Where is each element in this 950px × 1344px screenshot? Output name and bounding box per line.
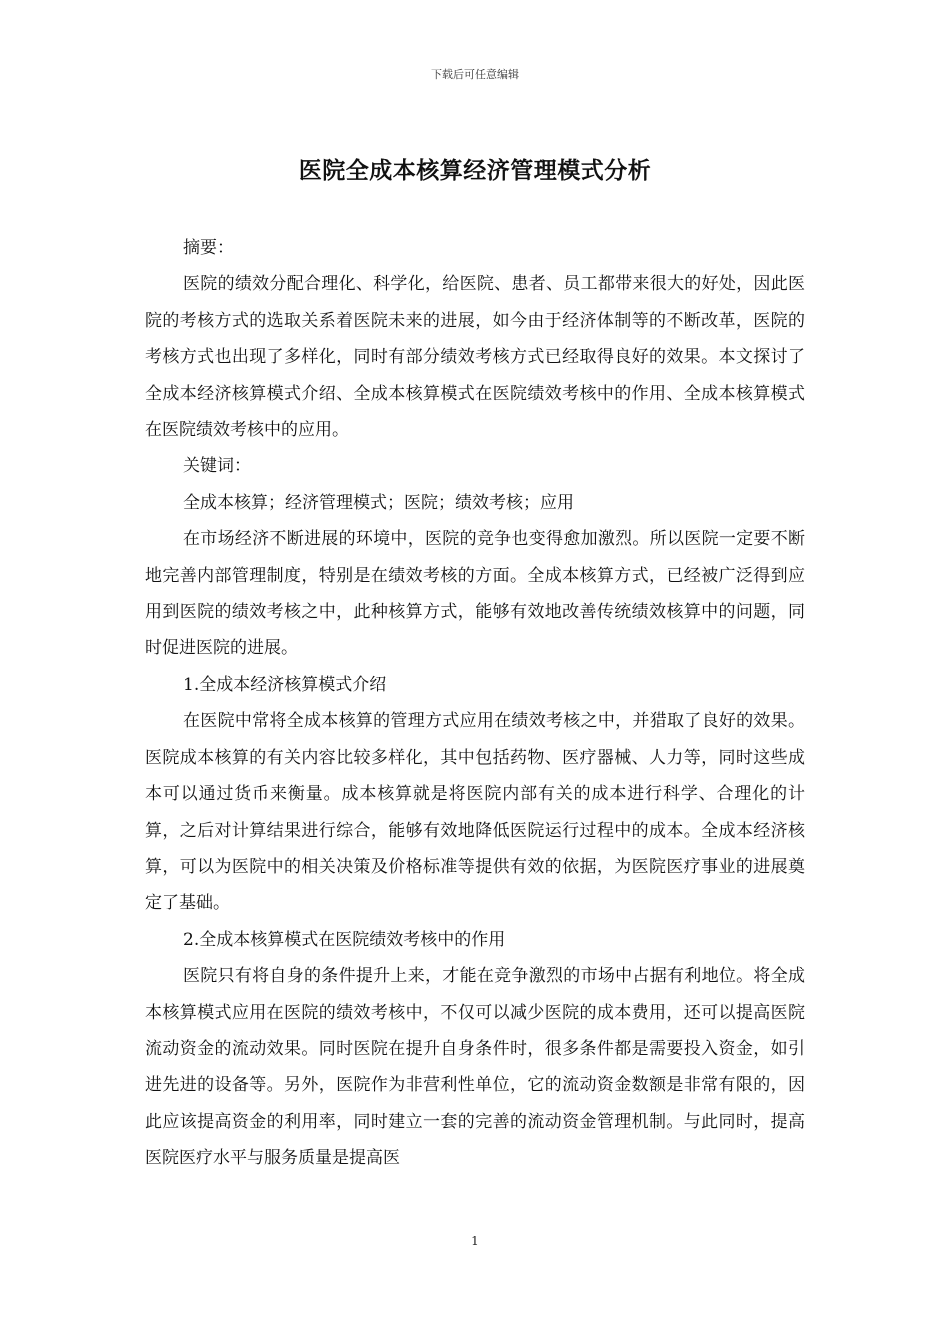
intro-paragraph: 在市场经济不断进展的环境中，医院的竞争也变得愈加激烈。所以医院一定要不断地完善内部管理制度，特别是在绩效考核的方面。全成本核算方式，已经被广泛得到应用到医院的绩效考核之中，此种核算方式，能够有效地改善传统绩效核算中的问题，同时促进医院的进展。 xyxy=(145,529,805,659)
header-note: 下载后可任意编辑 xyxy=(431,68,519,81)
document-body xyxy=(145,230,805,1177)
abstract-label: 摘要： xyxy=(183,238,234,258)
keywords-label: 关键词： xyxy=(183,456,251,477)
section-1-heading: 1.全成本经济核算模式介绍 xyxy=(183,674,387,695)
section-2-heading: 2.全成本核算模式在医院绩效考核中的作用 xyxy=(183,929,506,950)
page-number: 1 xyxy=(471,1234,479,1248)
keywords-paragraph: 全成本核算；经济管理模式；医院；绩效考核；应用 xyxy=(183,492,574,513)
document-title: 医院全成本核算经济管理模式分析 xyxy=(298,158,652,184)
abstract-paragraph: 医院的绩效分配合理化、科学化，给医院、患者、员工都带来很大的好处，因此医院的考核方式的选取关系着医院未来的进展，如今由于经济体制等的不断改革，医院的考核方式也出现了多样化，同时有部分绩效考核方式已经取得良好的效果。本文探讨了全成本经济核算模式介绍、全成本核算模式在医院绩效考核中的作用、全成本核算模式在医院绩效考核中的应用。 xyxy=(145,274,805,441)
section-1-paragraph: 在医院中常将全成本核算的管理方式应用在绩效考核之中，并猎取了良好的效果。医院成本核算的有关内容比较多样化，其中包括药物、医疗器械、人力等，同时这些成本可以通过货币来衡量。成本核算就是将医院内部有关的成本进行科学、合理化的计算，之后对计算结果进行综合，能够有效地降低医院运行过程中的成本。全成本经济核算，可以为医院中的相关决策及价格标准等提供有效的依据，为医院医疗事业的进展奠定了基础。 xyxy=(145,711,805,914)
section-2-paragraph: 医院只有将自身的条件提升上来，才能在竞争激烈的市场中占据有利地位。将全成本核算模式应用在医院的绩效考核中，不仅可以减少医院的成本费用，还可以提高医院流动资金的流动效果。同时医院在提升自身条件时，很多条件都是需要投入资金，如引进先进的设备等。另外，医院作为非营利性单位，它的流动资金数额是非常有限的，因此应该提高资金的利用率，同时建立一套的完善的流动资金管理机制。与此同时，提高医院医疗水平与服务质量是提高医 xyxy=(145,966,805,1169)
